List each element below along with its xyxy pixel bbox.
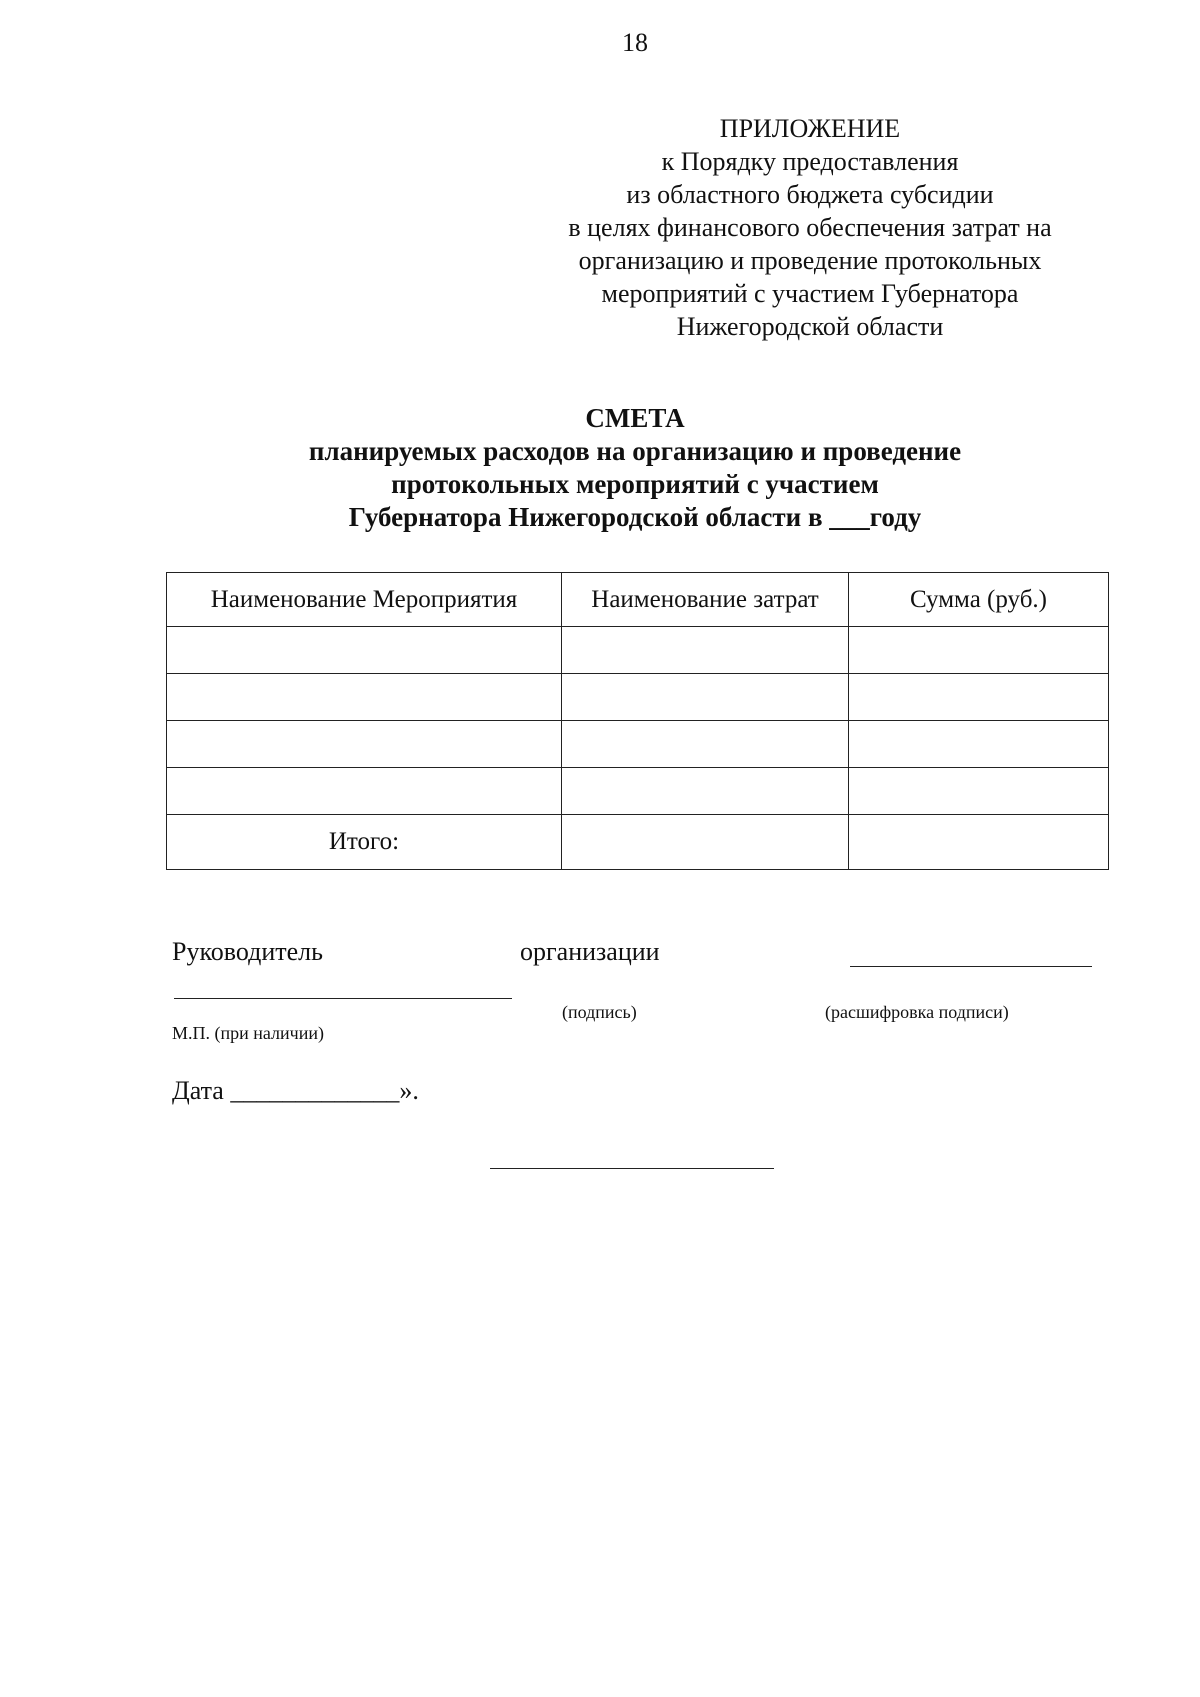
table-cell [562, 627, 849, 674]
header-cost-name: Наименование затрат [562, 573, 849, 627]
appendix-heading: ПРИЛОЖЕНИЕ [719, 114, 901, 143]
header-amount: Сумма (руб.) [849, 573, 1109, 627]
title-line: Губернатора Нижегородской области в ___году [348, 502, 922, 532]
table-cell [167, 721, 562, 768]
header-event-name: Наименование Мероприятия [167, 573, 562, 627]
table-cell [849, 721, 1109, 768]
title-heading: СМЕТА [585, 403, 685, 433]
table-cell [167, 768, 562, 815]
decoding-caption: (расшифровка подписи) [825, 1002, 1009, 1022]
total-amount-cell [849, 815, 1109, 870]
table-cell [849, 627, 1109, 674]
table-cell [562, 721, 849, 768]
title-line: протокольных мероприятий с участием [391, 469, 879, 499]
appendix-line: Нижегородской области [676, 312, 944, 341]
table-cell [167, 674, 562, 721]
seal-label: М.П. (при наличии) [172, 1023, 324, 1043]
appendix-block [500, 112, 1120, 343]
appendix-line: мероприятий с участием Губернатора [601, 279, 1019, 308]
appendix-line: из областного бюджета субсидии [626, 180, 994, 209]
total-cell [562, 815, 849, 870]
table-cell [562, 768, 849, 815]
table-cell [849, 674, 1109, 721]
head-label: Руководитель [172, 937, 323, 966]
table-row [167, 627, 1109, 674]
decoding-line [850, 966, 1092, 967]
end-separator-line [490, 1168, 774, 1169]
table-cell [849, 768, 1109, 815]
document-title [130, 402, 1140, 534]
title-line: планируемых расходов на организацию и проведение [308, 436, 962, 466]
table-row [167, 721, 1109, 768]
table-row [167, 674, 1109, 721]
org-label: организации [520, 937, 660, 966]
appendix-line: организацию и проведение протокольных [578, 246, 1042, 275]
table-cell [562, 674, 849, 721]
page-number: 18 [622, 28, 648, 57]
appendix-line: в целях финансового обеспечения затрат на [568, 213, 1052, 242]
total-row [167, 815, 1109, 870]
signature-caption: (подпись) [562, 1002, 637, 1022]
total-label: Итого: [167, 815, 562, 870]
appendix-line: к Порядку предоставления [661, 147, 959, 176]
table-header-row [167, 573, 1109, 627]
date-label: Дата _____________». [172, 1076, 419, 1105]
signature-line [174, 998, 512, 999]
estimate-table [166, 572, 1109, 870]
table-cell [167, 627, 562, 674]
table-row [167, 768, 1109, 815]
